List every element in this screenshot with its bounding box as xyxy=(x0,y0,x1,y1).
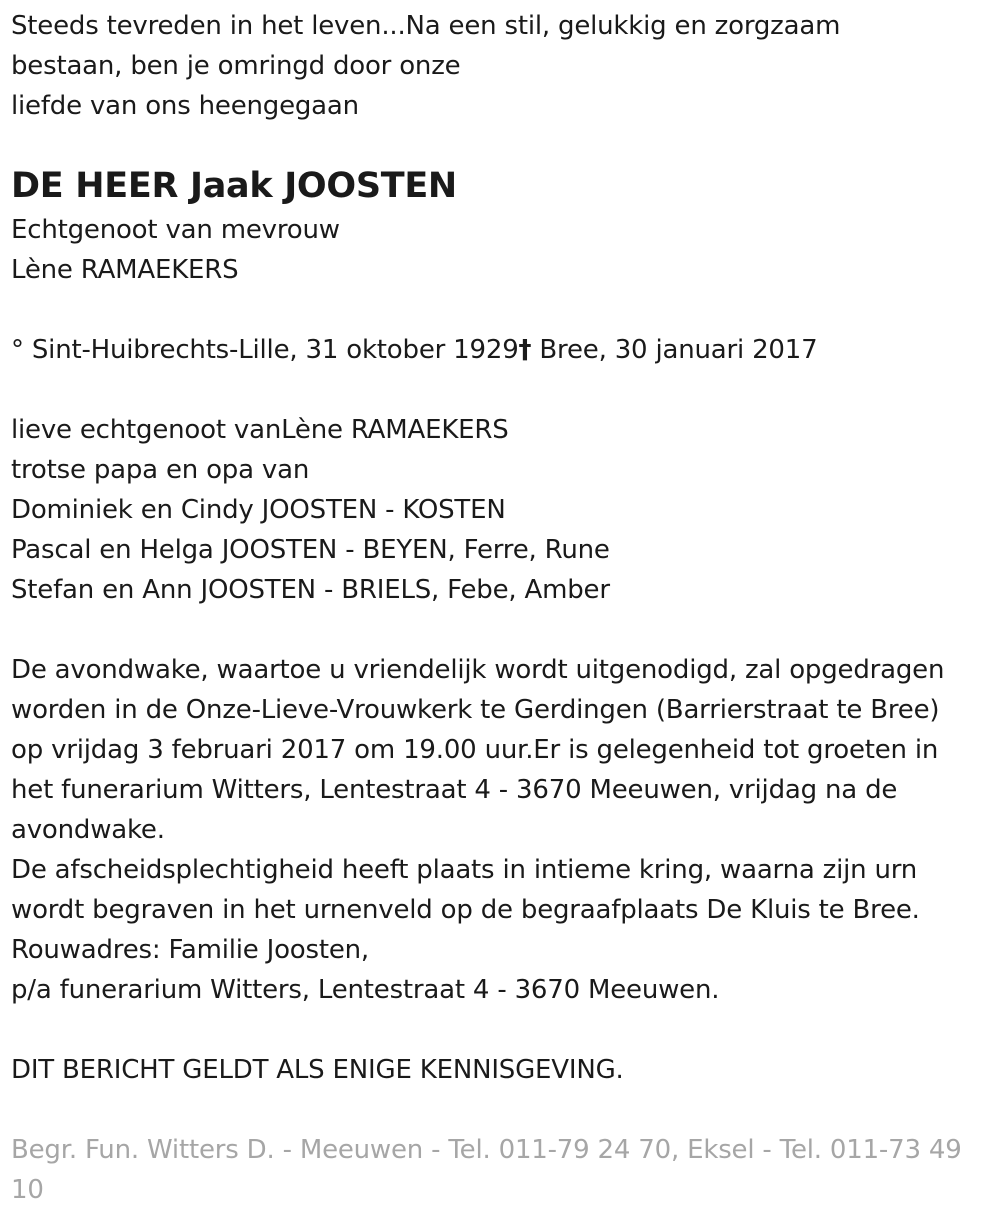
family-line: Stefan en Ann JOOSTEN - BRIELS, Febe, Amber xyxy=(11,575,610,605)
cross-icon: † xyxy=(518,335,532,365)
family-line: Dominiek en Cindy JOOSTEN - KOSTEN xyxy=(11,495,506,525)
spacer xyxy=(11,290,990,330)
deceased-name: DE HEER Jaak JOOSTEN xyxy=(11,166,457,206)
ceremony-line: het funerarium Witters, Lentestraat 4 - 3670 Meeuwen, vrijdag na de xyxy=(11,775,898,805)
family-list xyxy=(11,410,990,610)
spacer xyxy=(11,1010,990,1050)
official-notice: DIT BERICHT GELDT ALS ENIGE KENNISGEVING. xyxy=(11,1055,624,1085)
ceremony-line: Rouwadres: Familie Joosten, xyxy=(11,935,369,965)
ceremony-line: De afscheidsplechtigheid heeft plaats in intieme kring, waarna zijn urn xyxy=(11,855,918,885)
funeral-home-footer: Begr. Fun. Witters D. - Meeuwen - Tel. 011-79 24 70, Eksel - Tel. 011-73 49 10 xyxy=(11,1135,962,1205)
spouse-line: Echtgenoot van mevrouw xyxy=(11,215,340,245)
spacer xyxy=(11,610,990,650)
family-line: trotse papa en opa van xyxy=(11,455,310,485)
intro-line: bestaan, ben je omringd door onze xyxy=(11,51,461,81)
spouse-name: Lène RAMAEKERS xyxy=(11,255,239,285)
spacer xyxy=(11,370,990,410)
intro-line: Steeds tevreden in het leven...Na een stil, gelukkig en zorgzaam xyxy=(11,11,841,41)
birth-date: ° Sint-Huibrechts-Lille, 31 oktober 1929 xyxy=(11,335,519,365)
ceremony-line: avondwake. xyxy=(11,815,165,845)
ceremony-line: worden in de Onze-Lieve-Vrouwkerk te Gerdingen (Barrierstraat te Bree) xyxy=(11,695,940,725)
ceremony-line: wordt begraven in het urnenveld op de begraafplaats De Kluis te Bree. xyxy=(11,895,920,925)
ceremony-line: op vrijdag 3 februari 2017 om 19.00 uur.Er is gelegenheid tot groeten in xyxy=(11,735,939,765)
family-line: lieve echtgenoot vanLène RAMAEKERS xyxy=(11,415,509,445)
ceremony-details xyxy=(11,650,990,1010)
ceremony-line: De avondwake, waartoe u vriendelijk wordt uitgenodigd, zal opgedragen xyxy=(11,655,945,685)
family-line: Pascal en Helga JOOSTEN - BEYEN, Ferre, Rune xyxy=(11,535,610,565)
intro-verse xyxy=(11,6,990,126)
life-dates xyxy=(11,330,990,370)
ceremony-line: p/a funerarium Witters, Lentestraat 4 - 3670 Meeuwen. xyxy=(11,975,720,1005)
death-date: Bree, 30 januari 2017 xyxy=(531,335,818,365)
intro-line: liefde van ons heengegaan xyxy=(11,91,359,121)
